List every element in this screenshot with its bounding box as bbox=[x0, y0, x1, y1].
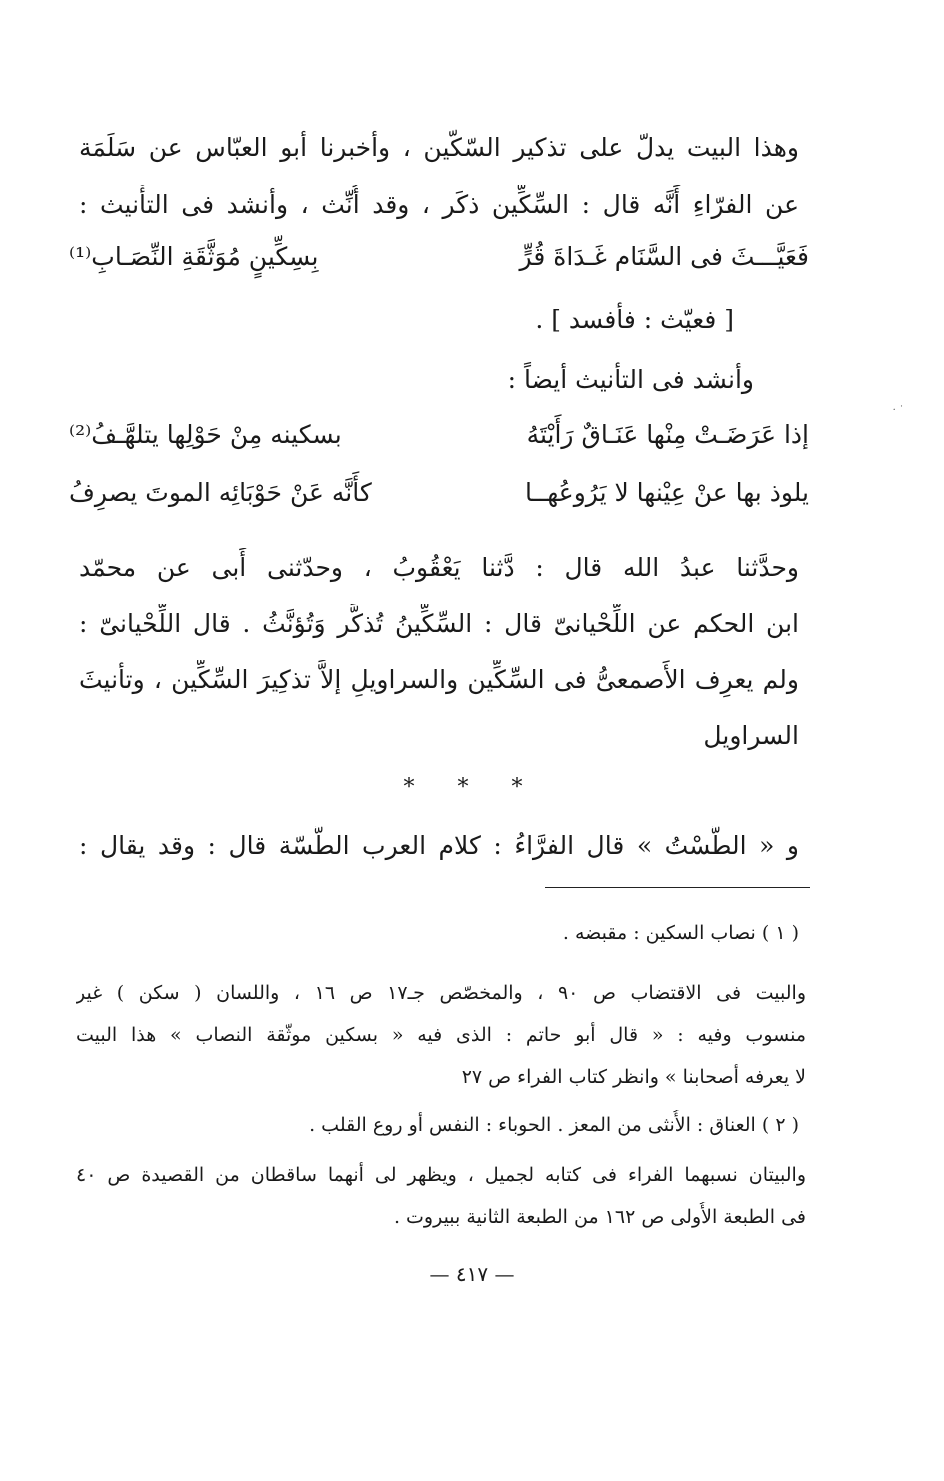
section-separator: * * * bbox=[403, 775, 541, 800]
footnote-1-line-2: والبيت فى الاقتضاب ص ٩٠ ، والمخصّص جـ١٧ ص ١٦ ، واللسان ( سكن ) غير bbox=[76, 982, 806, 1004]
verse-2-second-hemistich: بسكينه مِنْ حَوْلِها يتلهَّـفُ⁽²⁾ bbox=[69, 420, 342, 449]
verse-1-first-hemistich: فَعَيَّـــثَ فى السَّنَام غَـدَاةَ قُرٍّ bbox=[519, 242, 809, 271]
body-line-2: عن الفرّاءِ أَنَّه قال : السِّكِّين ذكَر ، وقد أُنِّث ، وأنشد فى التأْنيث : bbox=[79, 190, 799, 219]
body-line-1: وهذا البيت يدلّ على تذكير السّكّين ، وأخبرنا أبو العبّاس عن سَلَمَة bbox=[79, 133, 799, 162]
intro-line-2: وأنشد فى التأنيث أيضاً : bbox=[507, 365, 754, 394]
scan-speck-icon: · ˙ bbox=[892, 405, 904, 416]
footnote-2-line-2: والبيتان نسبهما الفراء فى كتابه لجميل ، ويظهر لى أنهما ساقطان من القصيدة ص ٤٠ bbox=[76, 1164, 806, 1186]
footnote-2-line-3: فى الطبعة الأُولى ص ١٦٢ من الطبعة الثانية ببيروت . bbox=[393, 1206, 806, 1228]
footnote-rule bbox=[545, 887, 810, 888]
para2-line-3: ولم يعرِف الأَصمعىُّ فى السِّكِّين والسراويلِ إلاَّ تذكِيرَ السِّكِّين ، وتأنيثَ bbox=[79, 665, 799, 694]
footnote-2-heading: ( ٢ ) العناق : الأُنثى من المعز . الحوباء : النفس أو روع القلب . bbox=[309, 1114, 799, 1136]
verse-2 bbox=[69, 420, 809, 464]
verse-3-first-hemistich: يلوذ بها عنْ عِيْنها لا يَرُوعُهــا bbox=[525, 478, 809, 507]
para2-line-1: وحدَّثنا عبدُ الله قال : دَّثنا يَعْقُوبُ ، وحدّثنى أَبى عن محمّد bbox=[79, 553, 799, 582]
verse-2-first-hemistich: إذا عَرَضَـتْ مِنْها عَنَـاقٌ رَأَيْتَهُ bbox=[526, 420, 809, 449]
verse-1 bbox=[69, 242, 809, 286]
verse-1-second-hemistich: بِسِكِّينٍ مُوَثَّقَةِ النِّصَـابِ⁽¹⁾ bbox=[69, 242, 319, 271]
page-number: — ٤١٧ — bbox=[429, 1262, 515, 1286]
footnote-1-line-4: لا يعرفه أصحابنا » وانظر كتاب الفراء ص ٢٧ bbox=[461, 1066, 806, 1088]
verse-3-second-hemistich: كأَنَّه عَنْ حَوْبَائِه الموتَ يصرِفُ bbox=[69, 478, 372, 507]
para2-line-2: ابن الحكم عن اللِّحْيانىّ قال : السِّكِّينُ تُذكَّر وَتُؤنَّثُ . قال اللِّحْيانىّ : bbox=[79, 609, 799, 638]
footnote-1-line-3: منسوب وفيه : « قال أبو حاتم : الذى فيه « بسكين موثّقة النصاب » هذا البيت bbox=[76, 1024, 806, 1046]
verse-3 bbox=[69, 478, 809, 522]
last-body-line: و « الطَّسْتُ » قال الفرَّاءُ : كلام العرب الطَّسّة قال : وقد يقال : bbox=[79, 831, 799, 860]
bracket-note: [ فعيّث : فأفسد ] . bbox=[535, 305, 734, 334]
para2-line-4: السراويل bbox=[703, 721, 799, 750]
footnote-1-heading: ( ١ ) نصاب السكين : مقبضه . bbox=[562, 922, 799, 944]
